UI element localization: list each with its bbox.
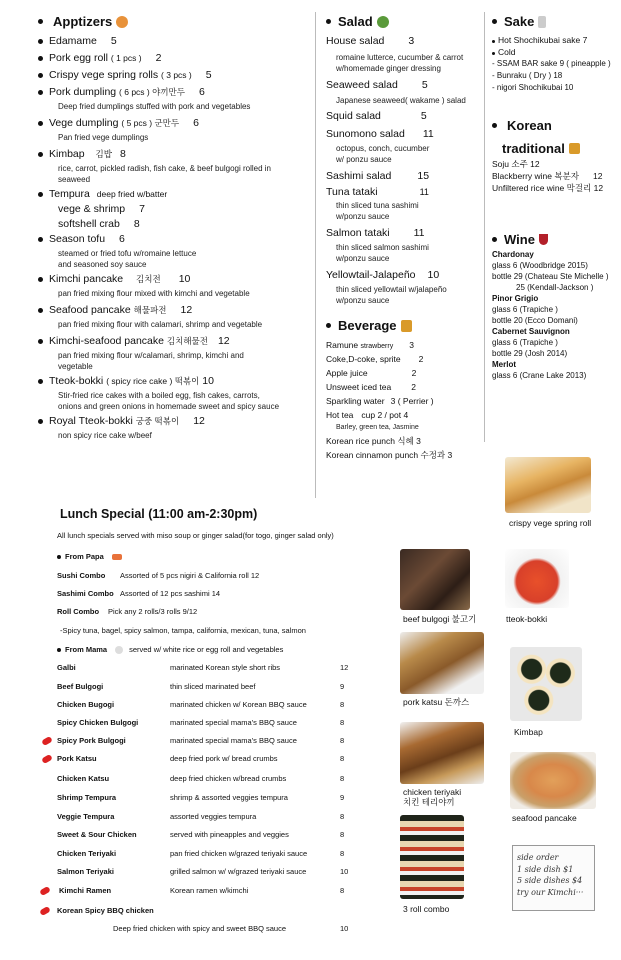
photo-caption: crispy vege spring roll <box>509 518 592 528</box>
beef-bulgogi-photo <box>400 549 470 610</box>
item-description: Stir-fried rice cakes with a boiled egg, fish cakes, carrots, <box>58 391 260 400</box>
lunch-item-price: 9 <box>340 793 345 802</box>
seafood-pancake-photo <box>510 752 596 809</box>
menu-item: Edamame 5 <box>38 35 313 52</box>
menu-item: Korean rice punch 식혜 3 <box>326 436 421 446</box>
menu-item: - nigori Shochikubai 10 <box>492 83 574 92</box>
wine-varietal: Chardonay <box>492 250 534 259</box>
column-divider-1 <box>315 12 316 498</box>
menu-item: Vege dumpling ( 5 pcs ) 군만두 6 <box>38 117 313 132</box>
sake-heading: Sake <box>492 14 620 29</box>
menu-item: Pork dumpling ( 6 pcs ) 야끼만두 6 <box>38 86 313 101</box>
lunch-item-name: Galbi <box>57 663 76 672</box>
menu-item: Sparkling water 3 ( Perrier ) <box>326 396 434 406</box>
item-description: thin sliced salmon sashimi <box>336 243 429 252</box>
menu-item: softshell crab 8 <box>58 218 140 230</box>
lunch-item-price: 8 <box>340 886 345 895</box>
lunch-item-price: 10 <box>340 867 349 876</box>
lunch-item-desc: Assorted of 12 pcs sashimi 14 <box>120 589 221 598</box>
rice-bowl-icon <box>115 646 123 654</box>
lunch-item-price: 8 <box>340 774 345 783</box>
korean-heading: Korean traditional <box>492 118 620 156</box>
lunch-item-price: 8 <box>340 736 345 745</box>
note-line: try our Kimchi··· <box>517 887 584 897</box>
note-line: 5 side dishes $4 <box>517 876 583 885</box>
kimbap-photo <box>510 647 582 721</box>
note-line: 1 side dish $1 <box>517 864 574 874</box>
menu-item: Coke,D-coke, sprite 2 <box>326 354 424 364</box>
wine-heading: Wine <box>492 232 620 247</box>
lunch-item-desc: Deep fried chicken with spicy and sweet BBQ sauce <box>113 924 287 933</box>
menu-item: vege & shrimp 7 <box>58 203 145 215</box>
menu-item: Korean cinnamon punch 수정과 3 <box>326 450 453 460</box>
wine-varietal: Pinor Grigio <box>492 294 539 303</box>
item-description: w/ ponzu sauce <box>336 155 392 164</box>
drinks-section <box>492 14 620 381</box>
item-description: Barley, green tea, Jasmine <box>336 424 419 431</box>
photo-caption: 치킨 테리야끼 <box>403 797 455 807</box>
item-description: Japanese seaweed( wakame ) salad <box>336 96 466 105</box>
lunch-item-name: Pork Katsu <box>57 754 97 763</box>
item-description: w/homemade ginger dressing <box>336 64 441 73</box>
roll-combo-photo <box>400 815 464 899</box>
item-description: w/ponzu sauce <box>336 212 390 221</box>
menu-item: Kimchi pancake 김치전 10 <box>38 273 313 288</box>
lunch-note: All lunch specials served with miso soup or ginger salad(for togo, ginger salad only) <box>57 531 334 540</box>
apptizers-section <box>38 14 313 441</box>
pork-katsu-photo <box>400 632 484 694</box>
menu-item: glass 6 (Crane Lake 2013) <box>492 371 587 380</box>
item-description: octopus, conch, cucumber <box>336 144 430 153</box>
wine-varietal: Merlot <box>492 360 516 369</box>
wine-varietal: Cabernet Sauvignon <box>492 327 570 336</box>
beverage-heading: Beverage <box>326 318 481 333</box>
apptizers-list <box>38 35 313 441</box>
lunch-item-name: Sushi Combo <box>57 571 106 580</box>
lunch-item-name: Roll Combo <box>57 607 100 616</box>
from-mama-heading: From Mama served w/ white rice or egg roll and vegetables <box>57 645 283 654</box>
menu-item: Seafood pancake 해물파전 12 <box>38 304 313 319</box>
lunch-item-name: Chicken Bugogi <box>57 700 115 709</box>
spring-roll-emoji-icon <box>116 16 128 28</box>
lunch-item-price: 8 <box>340 754 345 763</box>
photo-caption: Kimbap <box>514 727 543 737</box>
item-description: pan fried mixing flour with calamari, shrimp and vegetable <box>58 320 263 329</box>
lunch-item-desc: marinated chicken w/ Korean BBQ sauce <box>170 700 307 709</box>
item-description: w/ponzu sauce <box>336 296 390 305</box>
menu-item: Royal Tteok-bokki 궁중 떡볶이 12 <box>38 415 313 430</box>
apptizers-heading: Apptizers <box>38 14 313 29</box>
lunch-item-desc: Pick any 2 rolls/3 rolls 9/12 <box>108 607 198 616</box>
item-description: pan fried mixing flour mixed with kimchi and vegetable <box>58 289 250 298</box>
item-description: rice, carrot, pickled radish, fish cake, & beef bulgogi rolled in <box>58 164 271 173</box>
item-description: steamed or fried tofu w/romaine lettuce <box>58 249 197 258</box>
lunch-item-price: 8 <box>340 812 345 821</box>
lunch-item-desc: Korean ramen w/kimchi <box>170 886 249 895</box>
lunch-item-price: 10 <box>340 924 349 933</box>
menu-item: - SSAM BAR sake 9 ( pineapple ) <box>492 59 611 68</box>
menu-item: bottle 20 (Ecco Domani) <box>492 316 578 325</box>
menu-item: bottle 29 (Chateau Ste Michelle ) <box>492 272 609 281</box>
lunch-item-desc: deep fried chicken w/bread crumbs <box>170 774 287 783</box>
side-order-note <box>512 845 595 911</box>
photo-caption: seafood pancake <box>512 813 577 823</box>
menu-item: Unfiltered rice wine 막걸리 12 <box>492 183 604 193</box>
item-description: and seasoned soy sauce <box>58 260 147 269</box>
lunch-item-name: Veggie Tempura <box>57 812 115 821</box>
lunch-item-name: Salmon Teriyaki <box>57 867 114 876</box>
korean-list <box>492 158 620 194</box>
photo-caption: chicken teriyaki <box>403 787 462 797</box>
item-description: seaweed <box>58 175 91 184</box>
spicy-pepper-icon <box>39 906 51 916</box>
menu-item: Ramune strawberry 3 <box>326 340 414 350</box>
menu-item: Apple juice 2 <box>326 368 417 378</box>
lunch-item-name: Sashimi Combo <box>57 589 114 598</box>
sake-bottle-icon <box>538 16 546 28</box>
menu-item: Crispy vege spring rolls ( 3 pcs ) 5 <box>38 69 313 86</box>
menu-item: Cold <box>492 46 620 58</box>
sushi-emoji-icon <box>112 554 122 560</box>
salad-emoji-icon <box>377 16 389 28</box>
menu-item: Soju 소주 12 <box>492 159 540 169</box>
lunch-item-desc: marinated special mama's BBQ sauce <box>170 718 297 727</box>
lunch-item-desc: marinated Korean style short ribs <box>170 663 281 672</box>
lunch-item-price: 9 <box>340 682 345 691</box>
wine-list <box>492 249 620 381</box>
sake-list <box>492 34 620 94</box>
item-description: romaine lutterce, cucumber & carrot <box>336 53 464 62</box>
lunch-item-desc: pan fried chicken w/grazed teriyaki sauce <box>170 849 308 858</box>
menu-item: Kimchi-seafood pancake 김치해물전 12 <box>38 335 313 350</box>
menu-item: 25 (Kendall-Jackson ) <box>516 283 594 292</box>
lunch-item-price: 12 <box>340 663 349 672</box>
menu-item: Tuna tataki 11 <box>326 186 429 198</box>
photo-caption: tteok-bokki <box>506 614 548 624</box>
menu-item: Yellowtail-Jalapeño 10 <box>326 269 440 281</box>
menu-item: Tteok-bokki ( spicy rice cake ) 떡볶이 10 <box>38 375 313 390</box>
menu-item: Season tofu 6 <box>38 233 313 248</box>
menu-item: Sashimi salad 15 <box>326 170 430 182</box>
menu-item: Hot Shochikubai sake 7 <box>492 34 620 46</box>
item-description: thin sliced tuna sashimi <box>336 201 419 210</box>
salad-section <box>326 14 481 463</box>
lunch-item-name: Shrimp Tempura <box>57 793 117 802</box>
lunch-item-desc: deep fried pork w/ bread crumbs <box>170 754 278 763</box>
tteokbokki-photo <box>505 549 569 608</box>
item-description: thin sliced yellowtail w/jalapeño <box>336 285 447 294</box>
note-line: side order <box>517 853 559 862</box>
lunch-item-name: Korean Spicy BBQ chicken <box>57 906 154 915</box>
lunch-item-desc: thin sliced marinated beef <box>170 682 256 691</box>
wine-glass-icon <box>539 234 548 245</box>
lunch-item-name: Chicken Katsu <box>57 774 110 783</box>
lunch-item-price: 8 <box>340 830 345 839</box>
menu-item: glass 6 (Trapiche ) <box>492 338 558 347</box>
lunch-item-desc: grilled salmon w/ w/grazed teriyaki sauce <box>170 867 307 876</box>
beer-emoji-icon <box>401 320 412 332</box>
menu-item: Sunomono salad 11 <box>326 128 434 140</box>
menu-item: Unsweet iced tea 2 <box>326 382 416 392</box>
lunch-item-price: 8 <box>340 849 345 858</box>
menu-item: glass 6 (Trapiche ) <box>492 305 558 314</box>
item-description: Pan fried vege dumplings <box>58 133 149 142</box>
lunch-item-name: Beef Bulgogi <box>57 682 104 691</box>
lunch-item-desc: assorted veggies tempura <box>170 812 257 821</box>
item-description: vegetable <box>58 362 93 371</box>
item-description: w/ponzu sauce <box>336 254 390 263</box>
menu-item: bottle 29 (Josh 2014) <box>492 349 568 358</box>
chicken-teriyaki-photo <box>400 722 484 784</box>
lunch-item-desc: Assorted of 5 pcs nigiri & California roll 12 <box>120 571 260 580</box>
spring-roll-photo <box>505 457 591 513</box>
lunch-item-desc: marinated special mama's BBQ sauce <box>170 736 297 745</box>
lunch-item-price: 8 <box>340 700 345 709</box>
column-divider-2 <box>484 12 485 442</box>
photo-caption: 3 roll combo <box>403 904 450 914</box>
menu-item: Squid salad 5 <box>326 110 427 122</box>
menu-item: House salad 3 <box>326 35 415 47</box>
lunch-item-name: Sweet & Sour Chicken <box>57 830 137 839</box>
menu-item: Hot tea cup 2 / pot 4 <box>326 410 409 420</box>
lunch-item-desc: shrimp & assorted veggies tempura <box>170 793 288 802</box>
salad-list <box>326 35 481 306</box>
beverage-list <box>326 339 481 463</box>
spicy-pepper-icon <box>41 754 53 764</box>
beer-mug-icon <box>569 143 580 154</box>
photo-caption: beef bulgogi 불고기 <box>403 614 477 624</box>
item-description: onions and green onions in homemade sweet and spicy sauce <box>58 402 280 411</box>
lunch-title: Lunch Special (11:00 am-2:30pm) <box>60 507 258 521</box>
menu-item: Blackberry wine 복분자 12 <box>492 171 603 181</box>
lunch-item-price: 8 <box>340 718 345 727</box>
lunch-item-name: Spicy Pork Bulgogi <box>57 736 126 745</box>
from-papa-heading: From Papa <box>57 552 122 561</box>
menu-item: Pork egg roll ( 1 pcs ) 2 <box>38 52 313 69</box>
lunch-item-name: Kimchi Ramen <box>59 886 112 895</box>
menu-item: Salmon tataki 11 <box>326 227 425 239</box>
menu-item: glass 6 (Woodbridge 2015) <box>492 261 588 270</box>
roll-options: -Spicy tuna, bagel, spicy salmon, tampa, california, mexican, tuna, salmon <box>60 626 306 635</box>
lunch-item-name: Chicken Teriyaki <box>57 849 117 858</box>
lunch-item-name: Spicy Chicken Bulgogi <box>57 718 139 727</box>
item-description: pan fried mixing flour w/calamari, shrimp, kimchi and <box>58 351 244 360</box>
spicy-pepper-icon <box>41 736 53 746</box>
menu-item: Tempura deep fried w/batter <box>38 188 313 203</box>
spicy-pepper-icon <box>39 886 51 896</box>
item-description: Deep fried dumplings stuffed with pork and vegetables <box>58 102 251 111</box>
photo-caption: pork katsu 돈까스 <box>403 697 470 707</box>
item-description: non spicy rice cake w/beef <box>58 431 152 440</box>
menu-item: - Bunraku ( Dry ) 18 <box>492 71 563 80</box>
lunch-item-desc: served with pineapples and veggies <box>170 830 289 839</box>
salad-heading: Salad <box>326 14 481 29</box>
menu-item: Kimbap 김밥 8 <box>38 148 313 163</box>
menu-item: Seaweed salad 5 <box>326 79 428 91</box>
